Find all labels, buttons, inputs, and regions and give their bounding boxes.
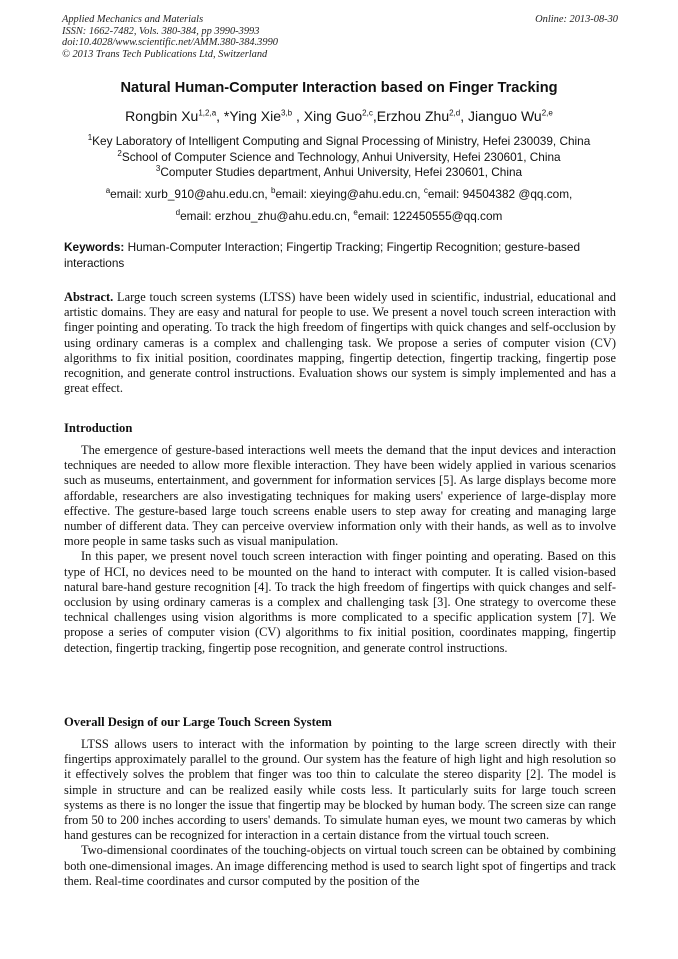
author-sep: , bbox=[460, 108, 469, 124]
abstract-text: Large touch screen systems (LTSS) have been widely used in scientific, industrial, educational and artistic domains. They are easy and natural for people to use. We present a novel touch screen interaction with finger pointing and operating. To track the high freedom of fingertips with quick changes and self-occlusion by using ordinary cameras is a complex and challenging task. We propose a series of computer vision (CV) algorithms to fix initial position, coordinates mapping, fingertip detection, fingertip tracking, fingertip pose recognition, and generate control instructions. Evaluation shows our system is simply implemented and has a great effect. bbox=[64, 290, 616, 396]
affiliation-line bbox=[30, 150, 648, 166]
email-sup: a bbox=[105, 186, 111, 196]
affiliation-sup: 3 bbox=[155, 164, 161, 174]
affiliation-text: School of Computer Science and Technology, Anhui University, Hefei 230601, China bbox=[121, 149, 561, 164]
journal-issn: ISSN: 1662-7482, Vols. 380-384, pp 3990-3993 bbox=[62, 25, 260, 37]
author-list bbox=[30, 108, 648, 124]
affiliation-line bbox=[30, 134, 648, 150]
author-sep: , bbox=[216, 108, 224, 124]
author-name: Jianguo Wu bbox=[468, 108, 542, 124]
introduction-body bbox=[64, 443, 616, 656]
email-sup: d bbox=[175, 208, 181, 218]
section-heading-overall-design: Overall Design of our Large Touch Screen System bbox=[64, 715, 332, 729]
email-sup: b bbox=[271, 186, 276, 196]
affiliation-text: Computer Studies department, Anhui University, Hefei 230601, China bbox=[160, 165, 523, 179]
email-text: email: erzhou_zhu@ahu.edu.cn, bbox=[180, 209, 354, 223]
affiliation-sup: 2 bbox=[117, 148, 122, 158]
email-text: email: xieying@ahu.edu.cn, bbox=[275, 187, 424, 201]
abstract bbox=[64, 290, 616, 396]
affiliation-text: Key Laboratory of Intelligent Computing and Signal Processing of Ministry, Hefei 230039, China bbox=[92, 134, 591, 148]
author-sep: , bbox=[372, 108, 377, 124]
section-heading-introduction: Introduction bbox=[64, 421, 133, 435]
author-name: Xing Guo bbox=[303, 108, 363, 124]
author-sup: 2,d bbox=[449, 108, 461, 118]
email-sup: e bbox=[353, 208, 358, 218]
author-sup: 2,e bbox=[541, 108, 553, 118]
affiliation-line bbox=[30, 165, 648, 181]
author-sup: 2,c bbox=[362, 108, 373, 118]
author-emails bbox=[30, 183, 648, 227]
keywords-text: Human-Computer Interaction; Fingertip Tracking; Fingertip Recognition; gesture-based interactions bbox=[64, 240, 581, 270]
email-sup: c bbox=[423, 186, 428, 196]
paragraph: The emergence of gesture-based interactions well meets the demand that the input devices and interaction techniques are needed to allow more flexible interaction. They have been widely applied in various scenarios such as museums, entertainment, and government for information services [5]. As large displays become more affordable, researchers are also investigating techniques for making users' experience of large-display more effective. The gesture-based large touch screens enable users to step away for creating and managing large number of different data. They can perceive overview information only with their hands, as well as to involve more people in same tasks such as visual manipulation. bbox=[64, 443, 616, 549]
overall-design-body bbox=[64, 737, 616, 889]
journal-copyright: © 2013 Trans Tech Publications Ltd, Switzerland bbox=[62, 48, 268, 60]
journal-name: Applied Mechanics and Materials bbox=[62, 14, 204, 25]
email-line bbox=[30, 183, 648, 205]
author-name: Erzhou Zhu bbox=[376, 108, 450, 124]
keywords bbox=[64, 240, 616, 271]
paragraph: LTSS allows users to interact with the information by pointing to the large screen directly with their fingertips approximately parallel to the ground. Our system has the feature of high light and high resolution so it effectively solves the problem that finger was too thin to calculate the stereo disparity [2]. The model is simple in structure and can be realized easily while costs less. It particularly suits for large touch screen systems as there is no longer the issue that fingertip may be blocked by human body. The screen size can range from 50 to 200 inches according to users' demands. To simulate human eyes, we mount two cameras by which hand gestures can be recognized for interaction in a certain distance from the virtual touch screen. bbox=[64, 737, 616, 843]
author-sup: 1,2,a bbox=[198, 108, 217, 118]
paper-title: Natural Human-Computer Interaction based on Finger Tracking bbox=[120, 80, 558, 96]
online-date: Online: 2013-08-30 bbox=[535, 14, 618, 25]
email-text: email: 122450555@qq.com bbox=[357, 209, 503, 223]
abstract-label: Abstract. bbox=[64, 290, 114, 304]
author-sup: 3,b bbox=[281, 108, 293, 118]
affiliation-sup: 1 bbox=[87, 133, 93, 143]
paragraph: Two-dimensional coordinates of the touching-objects on virtual touch screen can be obtained by combining both one-dimensional images. An image differencing method is used to search light spot of fingertips and track them. Real-time coordinates and cursor computed by the position of the bbox=[64, 843, 616, 888]
author-sep: , bbox=[292, 108, 304, 124]
email-text: email: xurb_910@ahu.edu.cn, bbox=[110, 187, 271, 201]
email-text: email: 94504382 @qq.com, bbox=[427, 187, 573, 201]
email-line bbox=[30, 205, 648, 227]
keywords-label: Keywords: bbox=[64, 240, 125, 254]
paragraph: In this paper, we present novel touch screen interaction with finger pointing and operating. Based on this type of HCI, no devices need to be mounted on the hand to interact with computer. It is called vision-based natural bare-hand gesture recognition [4]. To track the high freedom of fingertips with quick changes and self-occlusion by using ordinary cameras is a complex and challenging task [3]. One strategy to overcome these technical challenges using vision algorithms is more complicated to a specific application system [7]. We propose a series of computer vision (CV) algorithms to fix initial position, coordinates mapping, fingertip detection, fingertip tracking, fingertip pose recognition, and generate control instructions. bbox=[64, 549, 616, 655]
author-name: Rongbin Xu bbox=[125, 108, 199, 124]
author-name: *Ying Xie bbox=[223, 108, 281, 124]
affiliations bbox=[30, 134, 648, 181]
journal-header bbox=[62, 14, 618, 60]
journal-doi: doi:10.4028/www.scientific.net/AMM.380-384.3990 bbox=[62, 37, 278, 49]
